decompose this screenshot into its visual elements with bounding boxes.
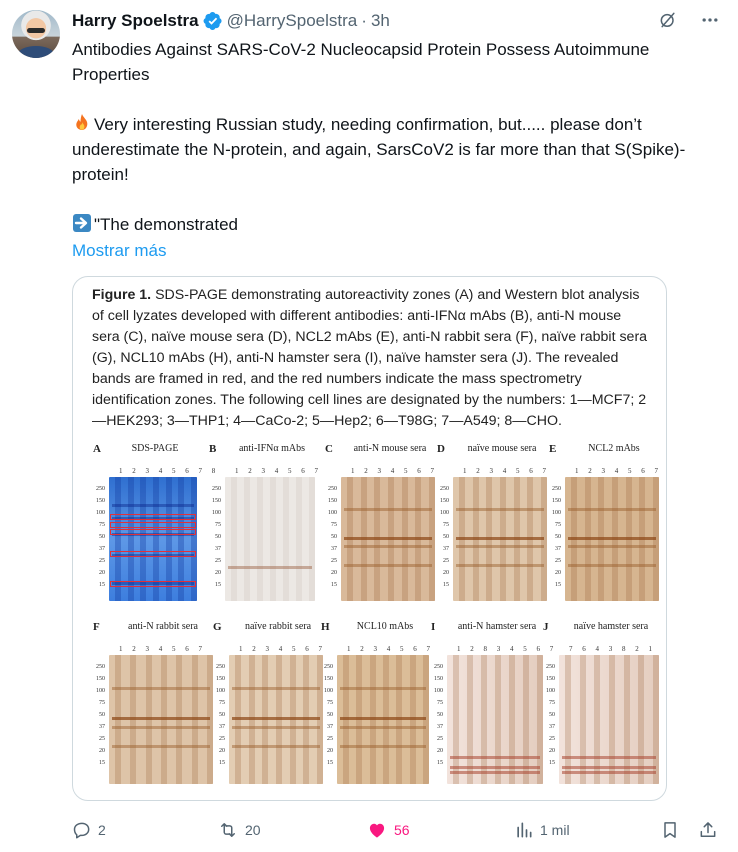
mw-marker: 20 <box>215 570 221 576</box>
blot-band <box>112 504 194 507</box>
mw-marker: 15 <box>215 582 221 588</box>
panel-label: G <box>213 621 222 633</box>
fire-emoji-icon <box>72 113 92 133</box>
blot-band <box>456 564 544 567</box>
header-separator: · <box>361 11 367 30</box>
mw-marker: 25 <box>437 736 443 742</box>
tweet-header <box>72 10 718 32</box>
blot-lane <box>523 655 529 784</box>
tweet-quote-text: "The demonstrated <box>94 215 239 234</box>
blot-band <box>340 717 426 720</box>
panel-lane-numbers: 1 2 3 4 5 6 7 <box>347 645 434 653</box>
panel-lane-numbers: 1 2 3 4 5 6 7 8 <box>119 467 220 475</box>
mw-marker: 150 <box>440 498 449 504</box>
mw-marker: 15 <box>437 760 443 766</box>
mw-marker: 250 <box>96 664 105 670</box>
blot-band <box>450 766 540 769</box>
figure-caption-text: SDS-PAGE demonstrating autoreactivity zones (A) and Western blot analysis of cell lyzates developed with different antibodies: anti-IFNα mAbs (B), anti-N mouse sera (C), naïve mouse sera (D), NCL2 mAbs (E), anti-N rabbit sera (F), naïve rabbit sera (G), NCL10 mAbs (H), anti-N hamster sera (I), naïve hamster sera (J). The revealed bands are framed in red, and the red numbers indicate the mass spectrometry identification zones. The following cell lines are designated by the numbers: 1—MCF7; 2—HEK293; 3—THP1; 4—CaCo-2; 5—Hep2; 6—T98G; 7—A549; 8—CHO. <box>92 287 648 429</box>
share-button[interactable] <box>698 817 718 843</box>
mw-marker: 20 <box>219 748 225 754</box>
blot-panel-a <box>93 443 220 617</box>
molecular-weight-markers <box>213 661 225 769</box>
reply-count: 2 <box>98 822 106 838</box>
mw-marker: 15 <box>331 582 337 588</box>
blot-lane <box>509 655 515 784</box>
mw-marker: 20 <box>555 570 561 576</box>
mw-marker: 50 <box>215 534 221 540</box>
blot-membrane <box>109 655 213 784</box>
tweet-action-bar <box>72 817 722 843</box>
blot-band <box>112 726 210 729</box>
mw-marker: 15 <box>99 760 105 766</box>
blot-panel-i <box>431 621 558 800</box>
blot-lane <box>481 655 487 784</box>
blot-panel-f <box>93 621 223 800</box>
mw-marker: 150 <box>96 498 105 504</box>
panel-label: D <box>437 443 445 455</box>
blot-panel-c <box>325 443 445 617</box>
blot-panel-e <box>549 443 667 617</box>
panel-label: I <box>431 621 436 633</box>
mw-marker: 50 <box>549 712 555 718</box>
blot-lane <box>594 655 600 784</box>
mw-marker: 15 <box>219 760 225 766</box>
molecular-weight-markers <box>543 661 555 769</box>
blot-band <box>232 717 320 720</box>
blot-membrane <box>109 477 197 601</box>
blot-lane <box>495 655 501 784</box>
mw-marker: 37 <box>99 546 105 552</box>
blot-lane <box>624 655 630 784</box>
panel-title: anti-N rabbit sera <box>128 621 198 632</box>
author-name[interactable]: Harry Spoelstra <box>72 11 199 30</box>
more-options-icon[interactable] <box>700 10 720 30</box>
blot-lane <box>257 477 263 601</box>
panel-label: C <box>325 443 333 455</box>
mw-marker: 250 <box>96 486 105 492</box>
mw-marker: 37 <box>443 546 449 552</box>
molecular-weight-markers <box>93 661 105 769</box>
mw-marker: 15 <box>549 760 555 766</box>
panel-lane-numbers: 7 6 4 3 8 2 1 <box>569 645 656 653</box>
mw-marker: 150 <box>328 498 337 504</box>
blot-band <box>344 508 432 511</box>
molecular-weight-markers <box>437 483 449 591</box>
panel-title: NCL2 mAbs <box>588 443 640 454</box>
mw-marker: 100 <box>552 510 561 516</box>
right-arrow-emoji-icon <box>72 213 92 233</box>
mw-marker: 20 <box>331 570 337 576</box>
bookmark-button[interactable] <box>660 817 680 843</box>
mw-marker: 100 <box>96 510 105 516</box>
blot-membrane <box>337 655 429 784</box>
autoreactivity-zone-box <box>110 522 196 528</box>
blot-band <box>456 508 544 511</box>
blot-panel-d <box>437 443 557 617</box>
panel-label: A <box>93 443 101 455</box>
mw-marker: 150 <box>552 498 561 504</box>
mw-marker: 37 <box>555 546 561 552</box>
like-button[interactable] <box>366 817 410 843</box>
mw-marker: 20 <box>549 748 555 754</box>
blot-lane <box>283 477 289 601</box>
mw-marker: 50 <box>437 712 443 718</box>
blot-band <box>112 687 210 690</box>
blot-band <box>344 564 432 567</box>
mw-marker: 250 <box>216 664 225 670</box>
panel-lane-numbers: 1 2 3 4 5 6 7 <box>463 467 550 475</box>
mw-marker: 75 <box>555 522 561 528</box>
molecular-weight-markers <box>549 483 561 591</box>
mw-marker: 25 <box>99 558 105 564</box>
mw-marker: 37 <box>215 546 221 552</box>
blot-band <box>232 745 320 748</box>
mw-marker: 100 <box>440 510 449 516</box>
mw-marker: 100 <box>324 688 333 694</box>
mw-marker: 20 <box>99 570 105 576</box>
blot-panel-h <box>321 621 439 800</box>
mw-marker: 75 <box>99 700 105 706</box>
mw-marker: 100 <box>212 510 221 516</box>
avatar-shirt <box>18 46 54 58</box>
panel-label: F <box>93 621 100 633</box>
blot-membrane <box>225 477 315 601</box>
retweet-count: 20 <box>245 822 261 838</box>
panel-title: naïve mouse sera <box>467 443 537 454</box>
panel-lane-numbers: 1 2 8 3 4 5 6 7 <box>457 645 558 653</box>
mw-marker: 37 <box>219 724 225 730</box>
blot-lane <box>309 477 315 601</box>
tweet-timestamp[interactable]: 3h <box>370 11 390 30</box>
mw-marker: 15 <box>555 582 561 588</box>
panel-label: J <box>543 621 549 633</box>
tweet-text <box>72 37 712 263</box>
mw-marker: 37 <box>549 724 555 730</box>
mw-marker: 50 <box>99 712 105 718</box>
mw-marker: 75 <box>219 700 225 706</box>
blot-band <box>112 717 210 720</box>
blot-band <box>568 564 656 567</box>
mw-marker: 75 <box>215 522 221 528</box>
mw-marker: 250 <box>212 486 221 492</box>
mw-marker: 150 <box>546 676 555 682</box>
reply-icon <box>72 820 92 840</box>
blot-band <box>562 766 656 769</box>
retweet-icon <box>217 820 239 840</box>
molecular-weight-markers <box>431 661 443 769</box>
reply-button[interactable] <box>72 817 106 843</box>
blot-lane <box>453 655 459 784</box>
blot-band <box>456 545 544 548</box>
tweet-body-text: Very interesting Russian study, needing confirmation, but..... please don’t underestimate the N-protein, and again, SarsCoV2 is far more than that S(Spike)-protein! <box>72 115 686 184</box>
mw-marker: 75 <box>327 700 333 706</box>
blot-band <box>450 756 540 759</box>
mw-marker: 75 <box>437 700 443 706</box>
blot-band <box>112 745 210 748</box>
panel-title: anti-IFNα mAbs <box>238 443 306 454</box>
blot-membrane <box>559 655 659 784</box>
blot-membrane <box>229 655 323 784</box>
panel-lane-numbers: 1 2 3 4 5 6 7 <box>575 467 662 475</box>
panel-title: NCL10 mAbs <box>356 621 414 632</box>
mw-marker: 75 <box>549 700 555 706</box>
panel-label: B <box>209 443 217 455</box>
blot-membrane <box>565 477 659 601</box>
blot-band <box>232 687 320 690</box>
mw-marker: 100 <box>96 688 105 694</box>
mw-marker: 25 <box>215 558 221 564</box>
mw-marker: 50 <box>555 534 561 540</box>
blot-membrane <box>341 477 435 601</box>
blot-band <box>562 771 656 774</box>
blot-band <box>344 537 432 540</box>
molecular-weight-markers <box>209 483 221 591</box>
mw-marker: 100 <box>434 688 443 694</box>
molecular-weight-markers <box>325 483 337 591</box>
autoreactivity-zone-box <box>110 514 196 520</box>
mw-marker: 25 <box>549 736 555 742</box>
panel-title: anti-N hamster sera <box>457 621 537 632</box>
mw-marker: 50 <box>331 534 337 540</box>
western-blot-figure <box>85 435 662 793</box>
mw-marker: 250 <box>328 486 337 492</box>
verified-badge-icon <box>203 11 223 31</box>
tweet-line-body <box>72 112 712 187</box>
blot-panel-b <box>209 443 325 617</box>
mw-marker: 20 <box>99 748 105 754</box>
blot-lane <box>231 477 237 601</box>
mw-marker: 150 <box>216 676 225 682</box>
mw-marker: 37 <box>99 724 105 730</box>
views-count: 1 mil <box>540 822 570 838</box>
molecular-weight-markers <box>321 661 333 769</box>
mw-marker: 75 <box>331 522 337 528</box>
panel-title: naïve hamster sera <box>573 621 649 632</box>
bookmark-icon <box>660 820 680 840</box>
heart-filled-icon <box>366 820 388 840</box>
autoreactivity-zone-box <box>110 581 196 587</box>
mw-marker: 100 <box>546 688 555 694</box>
panel-lane-numbers: 1 2 3 4 5 6 7 <box>119 645 206 653</box>
mw-marker: 25 <box>331 558 337 564</box>
autoreactivity-zone-box <box>110 529 196 535</box>
mw-marker: 25 <box>99 736 105 742</box>
blot-lane <box>270 477 276 601</box>
mw-marker: 250 <box>324 664 333 670</box>
blot-band <box>340 687 426 690</box>
mw-marker: 50 <box>219 712 225 718</box>
views-icon <box>514 820 534 840</box>
blot-band <box>228 566 312 569</box>
blot-band <box>562 756 656 759</box>
views-button[interactable] <box>514 817 570 843</box>
molecular-weight-markers <box>93 483 105 591</box>
mw-marker: 150 <box>212 498 221 504</box>
author-avatar[interactable] <box>12 10 60 58</box>
show-more-link[interactable]: Mostrar más <box>72 241 167 260</box>
mw-marker: 50 <box>99 534 105 540</box>
mw-marker: 100 <box>328 510 337 516</box>
retweet-button[interactable] <box>217 817 261 843</box>
blot-band <box>568 508 656 511</box>
mw-marker: 15 <box>99 582 105 588</box>
mw-marker: 75 <box>99 522 105 528</box>
blot-band <box>340 726 426 729</box>
mw-marker: 37 <box>331 546 337 552</box>
blot-band <box>568 537 656 540</box>
blot-lane <box>467 655 473 784</box>
panel-title: naïve rabbit sera <box>244 621 312 632</box>
mw-marker: 250 <box>440 486 449 492</box>
blot-membrane <box>447 655 543 784</box>
tweet-media-image[interactable] <box>72 276 667 801</box>
figure-caption <box>92 285 652 432</box>
blot-band <box>340 745 426 748</box>
mw-marker: 150 <box>324 676 333 682</box>
blot-band <box>344 545 432 548</box>
mw-marker: 250 <box>552 486 561 492</box>
blot-panel-j <box>543 621 667 800</box>
mw-marker: 25 <box>327 736 333 742</box>
mw-marker: 37 <box>437 724 443 730</box>
mw-marker: 75 <box>443 522 449 528</box>
author-handle[interactable]: @HarrySpoelstra <box>226 11 358 30</box>
figure-caption-label: Figure 1. <box>92 287 152 303</box>
mw-marker: 20 <box>327 748 333 754</box>
blot-lane <box>580 655 586 784</box>
autoreactivity-zone-box <box>110 551 196 557</box>
mw-marker: 20 <box>437 748 443 754</box>
blot-panel-g <box>213 621 333 800</box>
mw-marker: 37 <box>327 724 333 730</box>
blot-lane <box>565 655 571 784</box>
blot-lane <box>244 477 250 601</box>
blot-lane <box>653 655 659 784</box>
mw-marker: 150 <box>434 676 443 682</box>
tweet-line-title: Antibodies Against SARS-CoV-2 Nucleocapsid Protein Possess Autoimmune Properties <box>72 40 650 84</box>
blot-lane <box>296 477 302 601</box>
tweet-line-quote <box>72 212 712 237</box>
blot-membrane <box>453 477 547 601</box>
panel-lane-numbers: 1 2 3 4 5 6 7 <box>239 645 326 653</box>
blot-band <box>456 537 544 540</box>
panel-lane-numbers: 1 2 3 4 5 6 7 <box>351 467 438 475</box>
blot-band <box>568 545 656 548</box>
panel-title: SDS-PAGE <box>131 443 179 454</box>
mw-marker: 15 <box>327 760 333 766</box>
blot-lane <box>609 655 615 784</box>
panel-title: anti-N mouse sera <box>353 443 427 454</box>
mw-marker: 150 <box>96 676 105 682</box>
mw-marker: 250 <box>546 664 555 670</box>
grok-icon[interactable] <box>658 10 678 30</box>
mw-marker: 50 <box>443 534 449 540</box>
panel-label: H <box>321 621 330 633</box>
like-count: 56 <box>394 822 410 838</box>
avatar-glasses <box>27 28 45 33</box>
mw-marker: 100 <box>216 688 225 694</box>
mw-marker: 25 <box>219 736 225 742</box>
mw-marker: 50 <box>327 712 333 718</box>
mw-marker: 15 <box>443 582 449 588</box>
share-icon <box>698 820 718 840</box>
blot-band <box>450 771 540 774</box>
panel-label: E <box>549 443 557 455</box>
mw-marker: 25 <box>443 558 449 564</box>
header-actions <box>658 10 720 30</box>
mw-marker: 20 <box>443 570 449 576</box>
mw-marker: 250 <box>434 664 443 670</box>
panel-lane-numbers: 1 2 3 4 5 6 7 <box>235 467 322 475</box>
mw-marker: 25 <box>555 558 561 564</box>
blot-lane <box>638 655 644 784</box>
blot-band <box>232 726 320 729</box>
